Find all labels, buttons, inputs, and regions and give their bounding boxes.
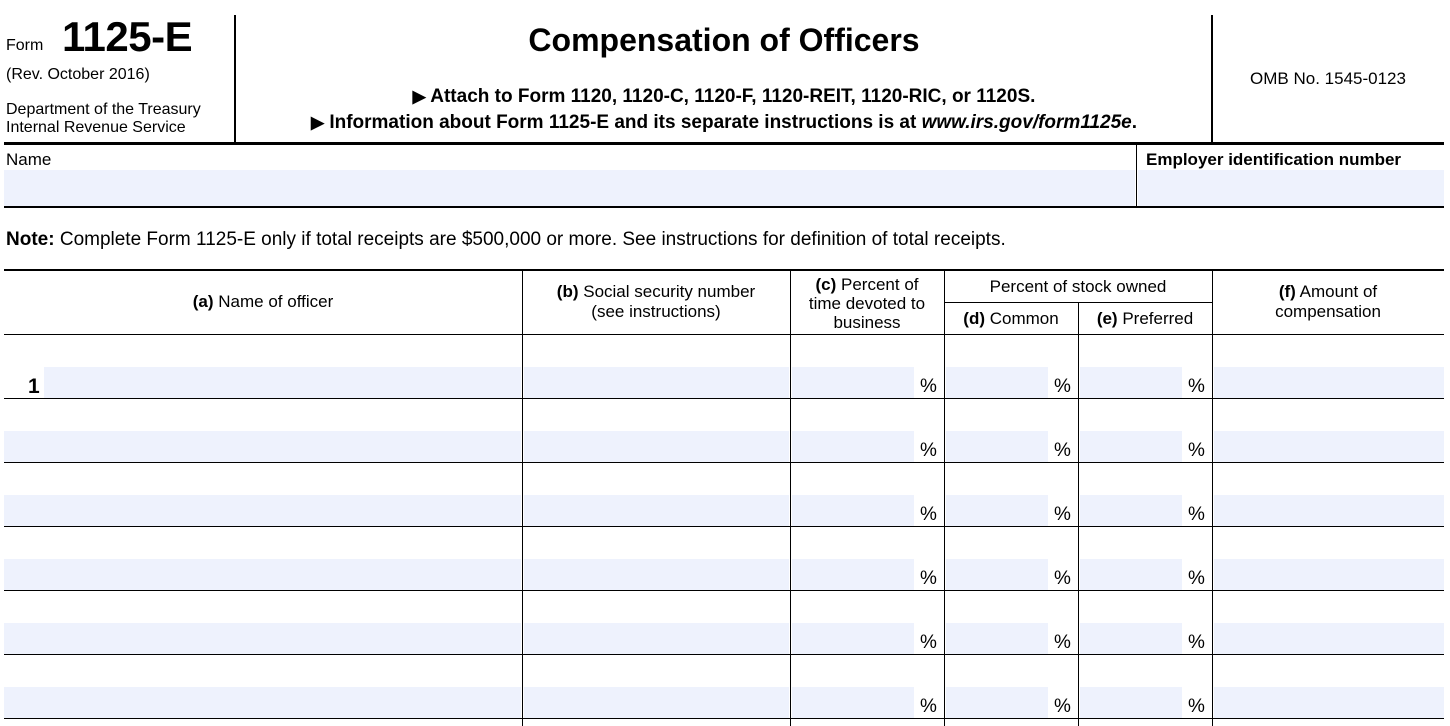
form-title: Compensation of Officers xyxy=(528,22,920,58)
common-stock-percent-field[interactable] xyxy=(946,623,1048,654)
officer-name-field[interactable] xyxy=(4,559,521,590)
column-rule-c xyxy=(790,270,791,726)
common-stock-percent-field[interactable] xyxy=(946,431,1048,462)
ssn-field[interactable] xyxy=(524,687,789,718)
info-text-suffix: . xyxy=(1131,112,1138,133)
row-rule xyxy=(4,398,1444,399)
omb-number: OMB No. 1545-0123 xyxy=(1250,69,1406,88)
row-rule xyxy=(4,462,1444,463)
officer-name-field[interactable] xyxy=(4,431,521,462)
ein-divider xyxy=(1136,145,1137,207)
form-word: Form xyxy=(6,37,44,54)
preferred-stock-percent-field[interactable] xyxy=(1080,623,1182,654)
percent-sign: % xyxy=(1054,376,1071,397)
column-rule-e xyxy=(1078,302,1079,726)
ssn-field[interactable] xyxy=(524,623,789,654)
time-percent-field[interactable] xyxy=(792,367,914,398)
column-rule-b xyxy=(522,270,523,726)
department-line-2: Internal Revenue Service xyxy=(6,119,186,136)
preferred-stock-percent-field[interactable] xyxy=(1080,559,1182,590)
column-d-header: (d) Common xyxy=(963,309,1059,328)
irs-url-link[interactable]: www.irs.gov/form1125e xyxy=(921,112,1132,133)
column-rule-f xyxy=(1212,270,1213,726)
column-b-header: (b) Social security number (see instructions) xyxy=(556,282,756,321)
officer-name-field[interactable] xyxy=(4,495,521,526)
name-section-bottom-rule xyxy=(4,206,1444,208)
percent-sign: % xyxy=(920,632,937,653)
officer-name-field[interactable] xyxy=(4,687,521,718)
column-c-header: (c) Percent of time devoted to business xyxy=(808,275,926,332)
form-number: 1125-E xyxy=(62,13,193,60)
common-stock-percent-field[interactable] xyxy=(946,559,1048,590)
percent-sign: % xyxy=(1054,632,1071,653)
note-text: Complete Form 1125-E only if total receipts are $500,000 or more. See instructions for definition of total receipts. xyxy=(54,229,1006,250)
note xyxy=(6,229,1006,251)
compensation-field[interactable] xyxy=(1214,495,1444,526)
column-e-header: (e) Preferred xyxy=(1096,309,1194,328)
note-label: Note: xyxy=(6,229,55,250)
compensation-field[interactable] xyxy=(1214,687,1444,718)
line-number: 1 xyxy=(28,375,40,398)
arrow-right-icon: ▶ xyxy=(412,87,426,106)
percent-sign: % xyxy=(1188,376,1205,397)
department-line-1: Department of the Treasury xyxy=(6,101,201,118)
ein-label: Employer identification number xyxy=(1146,150,1402,169)
compensation-field[interactable] xyxy=(1214,559,1444,590)
percent-sign: % xyxy=(1054,696,1071,717)
row-rule xyxy=(4,654,1444,655)
info-instruction xyxy=(236,112,1212,134)
time-percent-field[interactable] xyxy=(792,623,914,654)
percent-sign: % xyxy=(920,376,937,397)
preferred-stock-percent-field[interactable] xyxy=(1080,431,1182,462)
percent-sign: % xyxy=(1054,504,1071,525)
column-f-header: (f) Amount of compensation xyxy=(1275,282,1381,321)
ssn-field[interactable] xyxy=(524,431,789,462)
percent-sign: % xyxy=(1188,632,1205,653)
compensation-field[interactable] xyxy=(1214,623,1444,654)
stock-owned-header: Percent of stock owned xyxy=(989,277,1167,296)
time-percent-field[interactable] xyxy=(792,495,914,526)
percent-sign: % xyxy=(1188,440,1205,461)
ssn-field[interactable] xyxy=(524,367,789,398)
column-rule-d xyxy=(944,270,945,726)
percent-sign: % xyxy=(1188,568,1205,589)
ssn-field[interactable] xyxy=(524,495,789,526)
name-field[interactable] xyxy=(4,170,1135,206)
table-header-bottom-rule xyxy=(4,334,1444,335)
attach-text: Attach to Form 1120, 1120-C, 1120-F, 1120-REIT, 1120-RIC, or 1120S. xyxy=(430,86,1036,107)
ssn-field[interactable] xyxy=(524,559,789,590)
percent-sign: % xyxy=(1054,568,1071,589)
percent-sign: % xyxy=(1188,504,1205,525)
preferred-stock-percent-field[interactable] xyxy=(1080,495,1182,526)
time-percent-field[interactable] xyxy=(792,687,914,718)
ein-field[interactable] xyxy=(1138,170,1444,206)
row-rule xyxy=(4,718,1444,719)
name-label: Name xyxy=(6,150,52,169)
header-bottom-rule xyxy=(4,142,1444,145)
row-rule xyxy=(4,590,1444,591)
percent-sign: % xyxy=(1054,440,1071,461)
compensation-field[interactable] xyxy=(1214,431,1444,462)
preferred-stock-percent-field[interactable] xyxy=(1080,367,1182,398)
percent-sign: % xyxy=(1188,696,1205,717)
revision-date: (Rev. October 2016) xyxy=(6,66,150,83)
common-stock-percent-field[interactable] xyxy=(946,495,1048,526)
officer-name-field[interactable] xyxy=(4,623,521,654)
column-a-header: (a) Name of officer xyxy=(192,292,334,311)
compensation-field[interactable] xyxy=(1214,367,1444,398)
preferred-stock-percent-field[interactable] xyxy=(1080,687,1182,718)
percent-sign: % xyxy=(920,504,937,525)
time-percent-field[interactable] xyxy=(792,559,914,590)
common-stock-percent-field[interactable] xyxy=(946,687,1048,718)
arrow-right-icon: ▶ xyxy=(310,113,325,132)
attach-instruction xyxy=(236,86,1212,108)
table-top-rule xyxy=(4,269,1444,271)
info-text: Information about Form 1125-E and its separate instructions is at xyxy=(329,112,922,133)
percent-sign: % xyxy=(920,696,937,717)
time-percent-field[interactable] xyxy=(792,431,914,462)
row-rule xyxy=(4,526,1444,527)
common-stock-percent-field[interactable] xyxy=(946,367,1048,398)
percent-sign: % xyxy=(920,440,937,461)
officer-name-field[interactable] xyxy=(44,367,521,398)
percent-sign: % xyxy=(920,568,937,589)
